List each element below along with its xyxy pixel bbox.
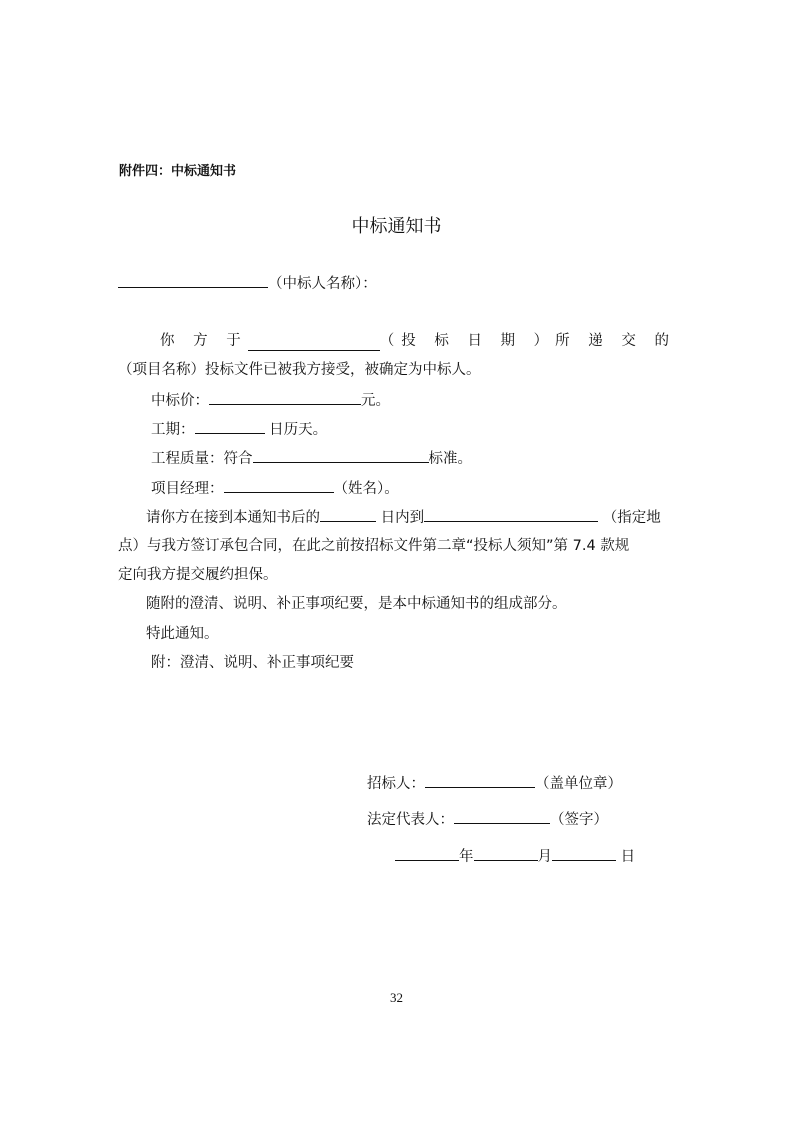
legal-rep-note: （签字） bbox=[550, 812, 608, 828]
contract-paragraph-line3: 定向我方提交履约担保。 bbox=[118, 567, 278, 583]
quality-line bbox=[151, 447, 472, 469]
manager-line bbox=[151, 477, 399, 499]
para1-date-label: （投 标 日 期 ） bbox=[379, 333, 556, 349]
days-blank[interactable] bbox=[320, 506, 376, 522]
duration-unit: 日历天。 bbox=[269, 422, 328, 438]
manager-label: 项目经理： bbox=[151, 481, 224, 497]
document-title: 中标通知书 bbox=[351, 216, 442, 237]
page-number: 32 bbox=[390, 990, 403, 1005]
year-blank[interactable] bbox=[395, 845, 459, 861]
month-label: 月 bbox=[537, 849, 552, 865]
legal-rep-label: 法定代表人： bbox=[367, 812, 454, 828]
para2-mid: 日内到 bbox=[380, 510, 425, 526]
addressee-suffix: （中标人名称）： bbox=[268, 276, 377, 292]
contract-paragraph-line1 bbox=[146, 506, 661, 528]
location-blank[interactable] bbox=[424, 506, 598, 522]
month-blank[interactable] bbox=[474, 845, 538, 861]
tenderer-note: （盖单位章） bbox=[535, 776, 622, 792]
manager-unit: （姓名）。 bbox=[333, 481, 399, 497]
year-label: 年 bbox=[459, 849, 474, 865]
duration-label: 工期： bbox=[151, 422, 195, 438]
manager-blank[interactable] bbox=[224, 477, 334, 493]
quality-label: 工程质量：符合 bbox=[151, 451, 253, 467]
duration-blank[interactable] bbox=[195, 418, 265, 434]
duration-line bbox=[151, 418, 327, 440]
attachment-note: 附：澄清、说明、补正事项纪要 bbox=[151, 655, 354, 671]
contract-paragraph-line2: 点）与我方签订承包合同，在此之前按招标文件第二章“投标人须知”第 7.4 款规 bbox=[118, 538, 630, 554]
date-line bbox=[395, 845, 635, 867]
price-blank[interactable] bbox=[209, 389, 361, 405]
day-blank[interactable] bbox=[552, 845, 616, 861]
day-label: 日 bbox=[620, 849, 636, 865]
addressee-line bbox=[118, 272, 377, 294]
price-unit: 元。 bbox=[361, 393, 390, 409]
price-label: 中标价： bbox=[151, 393, 209, 409]
enclosure-paragraph: 随附的澄清、说明、补正事项纪要，是本中标通知书的组成部分。 bbox=[146, 596, 567, 612]
tenderer-label: 招标人： bbox=[367, 776, 425, 792]
legal-rep-signature-line bbox=[367, 808, 608, 830]
notice-paragraph-line2: （项目名称）投标文件已被我方接受，被确定为中标人。 bbox=[118, 362, 481, 378]
para1-lead: 你 方 于 bbox=[160, 333, 248, 349]
bid-date-blank[interactable] bbox=[248, 335, 380, 351]
tenderer-signature-line bbox=[367, 772, 622, 794]
para1-tail: 所 递 交 的 bbox=[555, 333, 676, 349]
para2-lead: 请你方在接到本通知书后的 bbox=[146, 510, 320, 526]
para2-tail: （指定地 bbox=[602, 510, 661, 526]
price-line bbox=[151, 389, 390, 411]
quality-unit: 标准。 bbox=[428, 451, 472, 467]
winner-name-blank[interactable] bbox=[118, 272, 268, 288]
tenderer-blank[interactable] bbox=[425, 772, 535, 788]
attachment-heading: 附件四：中标通知书 bbox=[119, 164, 237, 179]
quality-blank[interactable] bbox=[253, 447, 429, 463]
closing-phrase: 特此通知。 bbox=[146, 626, 219, 642]
notice-paragraph-line1 bbox=[160, 331, 676, 351]
legal-rep-blank[interactable] bbox=[454, 808, 550, 824]
